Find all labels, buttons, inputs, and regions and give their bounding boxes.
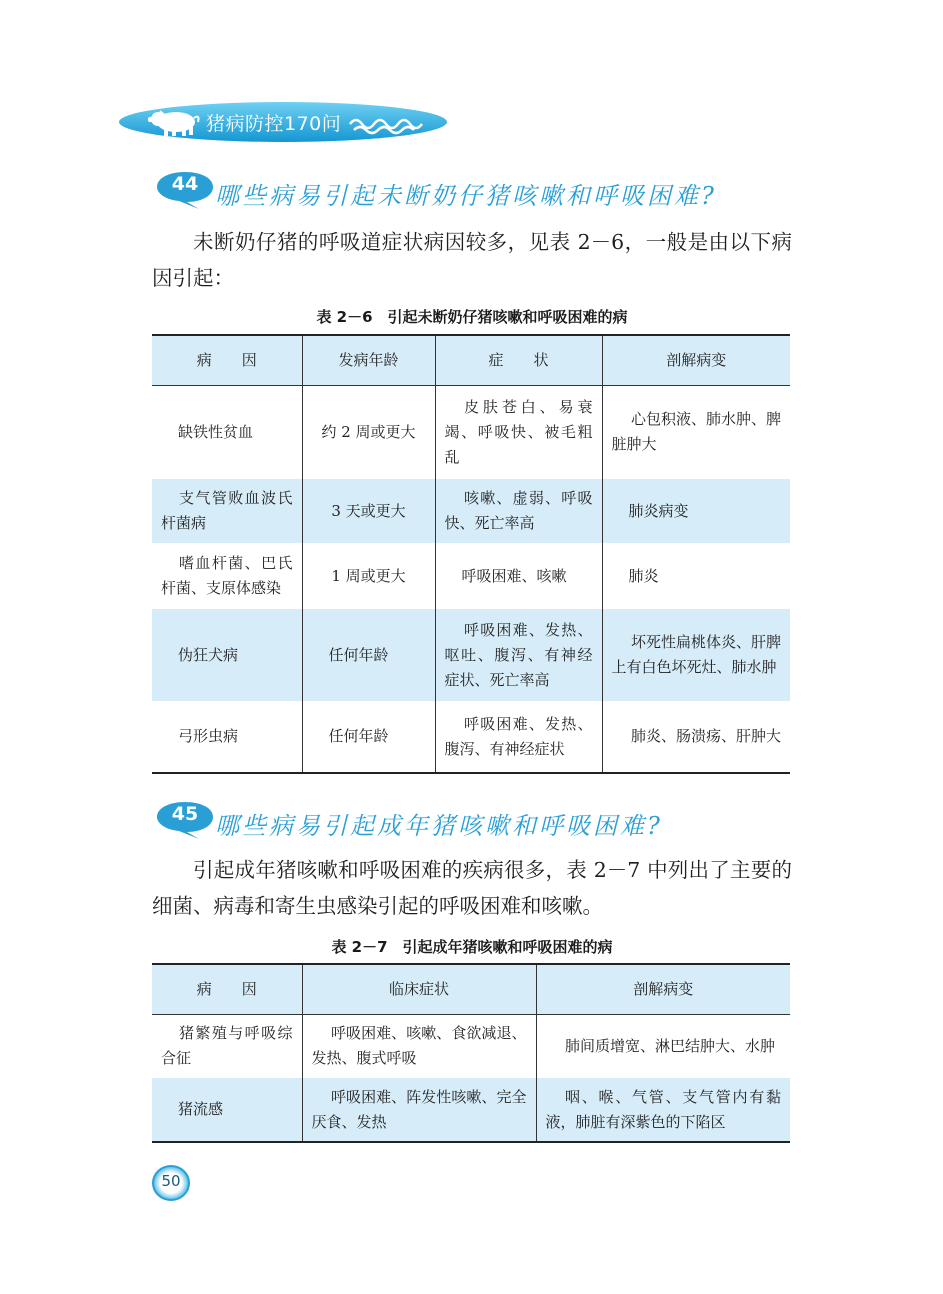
cell-cause: 猪繁殖与呼吸综合征: [161, 1024, 293, 1068]
cell-cause: 缺铁性贫血: [178, 422, 254, 441]
page-number: 50: [161, 1172, 181, 1190]
cell-clinical-signs: 呼吸困难、阵发性咳嗽、完全厌食、发热: [302, 1078, 536, 1142]
cell-lesions: 肺炎: [602, 543, 790, 609]
cell-symptoms: 呼吸困难、咳嗽: [435, 543, 602, 609]
question-heading-45: [155, 800, 795, 850]
header-banner: [118, 100, 448, 144]
cell-lesions: 心包积液、肺水肿、脾脏肿大: [602, 385, 790, 479]
table-header-row: [152, 335, 790, 385]
cell-cause: 猪流感: [152, 1078, 302, 1142]
table-2-6: [152, 334, 790, 774]
header-cause: 病 因: [152, 964, 302, 1014]
cell-lesions: 肺炎、肠溃疡、肝肿大: [602, 701, 790, 773]
header-clinical-signs: 临床症状: [302, 964, 536, 1014]
header-symptoms: 症 状: [435, 335, 602, 385]
table-header-row: [152, 964, 790, 1014]
table-row: [152, 543, 790, 609]
question-number: 45: [171, 803, 199, 825]
header-cause: 病 因: [152, 335, 302, 385]
cell-lesions: 肺炎病变: [602, 479, 790, 543]
cell-symptoms: 呼吸困难、发热、腹泻、有神经症状: [435, 701, 602, 773]
table-row: [152, 1078, 790, 1142]
cell-age: 3 天或更大: [302, 479, 435, 543]
cell-age: 任何年龄: [302, 609, 435, 701]
cell-symptoms: 皮肤苍白、易衰竭、呼吸快、被毛粗乱: [435, 385, 602, 479]
cell-age: 任何年龄: [302, 701, 435, 773]
question-title: 哪些病易引起未断奶仔猪咳嗽和呼吸困难?: [215, 182, 717, 210]
cell-lesions: 肺间质增宽、淋巴结肿大、水肿: [536, 1014, 790, 1078]
cell-cause: 弓形虫病: [152, 701, 302, 773]
table-2-6-caption: 表 2－6 引起未断奶仔猪咳嗽和呼吸困难的病: [316, 308, 628, 326]
table-row: [152, 609, 790, 701]
cell-age: 1 周或更大: [302, 543, 435, 609]
question-number: 44: [171, 173, 199, 195]
question-heading-44: [155, 170, 795, 220]
cell-age: 约 2 周或更大: [302, 385, 435, 479]
cell-lesions: 咽、喉、气管、支气管内有黏液，肺脏有深紫色的下陷区: [536, 1078, 790, 1142]
book-title: 猪病防控170问: [206, 113, 342, 135]
cell-clinical-signs: 呼吸困难、咳嗽、食欲减退、发热、腹式呼吸: [302, 1014, 536, 1078]
cell-symptoms: 咳嗽、虚弱、呼吸快、死亡率高: [435, 479, 602, 543]
table-row: [152, 701, 790, 773]
header-lesions: 剖解病变: [602, 335, 790, 385]
cell-lesions: 坏死性扁桃体炎、肝脾上有白色坏死灶、肺水肿: [602, 609, 790, 701]
cell-cause: 伪狂犬病: [152, 609, 302, 701]
table-2-7-caption: 表 2－7 引起成年猪咳嗽和呼吸困难的病: [331, 938, 613, 956]
section-44-paragraph: 未断奶仔猪的呼吸道症状病因较多，见表 2－6，一般是由以下病因引起：: [152, 230, 792, 290]
cell-cause: 支气管败血波氏杆菌病: [152, 479, 302, 543]
header-age: 发病年龄: [302, 335, 435, 385]
question-title: 哪些病易引起成年猪咳嗽和呼吸困难?: [215, 812, 663, 840]
section-45-paragraph: 引起成年猪咳嗽和呼吸困难的疾病很多，表 2－7 中列出了主要的细菌、病毒和寄生虫感染引起的呼吸困难和咳嗽。: [152, 858, 792, 918]
table-row: [152, 385, 790, 479]
page-number-badge: [151, 1164, 191, 1202]
table-row: [152, 1014, 790, 1078]
cell-symptoms: 呼吸困难、发热、呕吐、腹泻、有神经症状、死亡率高: [435, 609, 602, 701]
table-2-7: [152, 963, 790, 1143]
cell-cause: 嗜血杆菌、巴氏杆菌、支原体感染: [161, 554, 293, 597]
header-lesions: 剖解病变: [536, 964, 790, 1014]
table-row: [152, 479, 790, 543]
